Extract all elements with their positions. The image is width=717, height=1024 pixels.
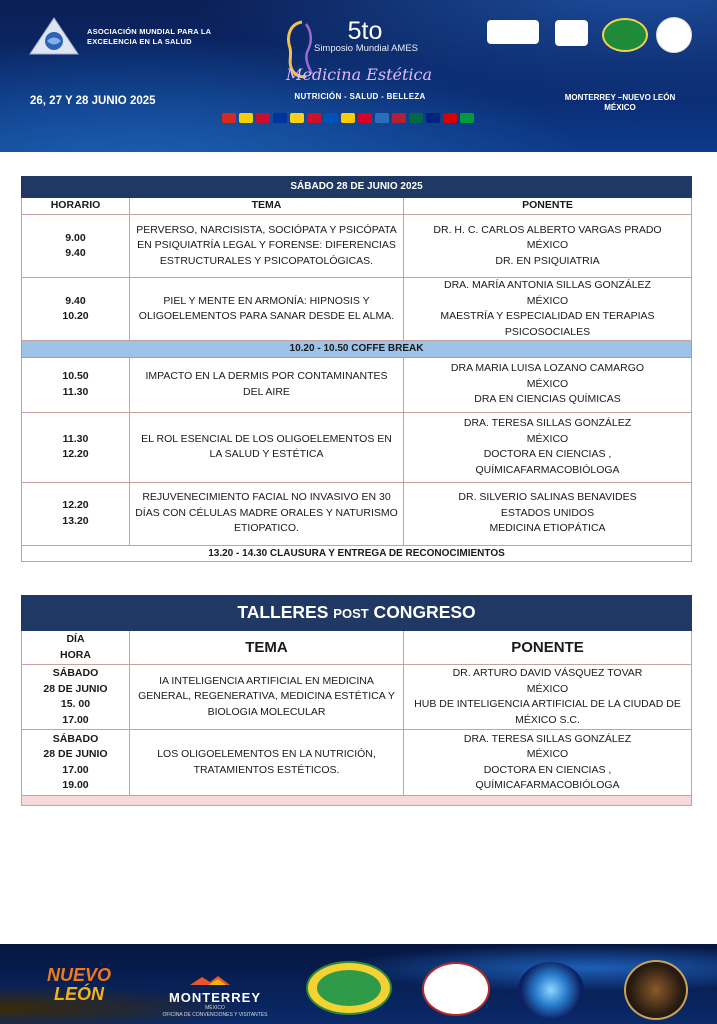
session-speaker: DR. SILVERIO SALINAS BENAVIDES ESTADOS UNIDOS MEDICINA ETIOPÁTICA xyxy=(404,482,692,545)
country-flag-icon xyxy=(460,113,474,123)
event-header-banner xyxy=(0,0,717,152)
sponsor-logo-monterrey xyxy=(487,20,539,44)
col-header-topic: TEMA xyxy=(130,631,404,665)
mountain-peaks-icon xyxy=(160,976,270,985)
country-flag-icon xyxy=(239,113,253,123)
logo-nuevo-leon: NUEVO LEÓN xyxy=(46,965,111,1004)
workshop-topic: IA INTELIGENCIA ARTIFICIAL EN MEDICINA GENERAL, REGENERATIVA, MEDICINA ESTÉTICA Y BIOLOGIA MOLECULAR xyxy=(130,665,404,730)
country-flag-icon xyxy=(324,113,338,123)
session-speaker: DR. H. C. CARLOS ALBERTO VARGAS PRADO MÉXICO DR. EN PSIQUIATRIA xyxy=(404,215,692,278)
country-flag-icon xyxy=(375,113,389,123)
program-table xyxy=(21,176,692,562)
table-row xyxy=(22,215,692,278)
table-row xyxy=(22,412,692,482)
col-header-speaker: PONENTE xyxy=(404,198,692,215)
logo-chapter-seal xyxy=(306,961,392,1015)
table-row xyxy=(22,730,692,796)
event-dates: 26, 27 Y 28 JUNIO 2025 xyxy=(30,95,156,107)
col-header-speaker: PONENTE xyxy=(404,631,692,665)
logo-monterrey: MONTERREY MÉXICO OFICINA DE CONVENCIONES Y VISITANTES xyxy=(160,972,270,1006)
workshop-topic: LOS OLIGOELEMENTOS EN LA NUTRICIÓN, TRATAMIENTOS ESTÉTICOS. xyxy=(130,730,404,796)
logo-ai-globe xyxy=(518,962,584,1018)
country-flag-icon xyxy=(222,113,236,123)
workshop-speaker: DR. ARTURO DAVID VÁSQUEZ TOVAR MÉXICO HUB DE INTELIGENCIA ARTIFICIAL DE LA CIUDAD DE MÉXICO S.C. xyxy=(404,665,692,730)
country-flag-icon xyxy=(273,113,287,123)
table-row xyxy=(22,482,692,545)
program-day-title: SÁBADO 28 DE JUNIO 2025 xyxy=(22,177,692,198)
sponsor-logo-medical-emblem xyxy=(656,17,692,53)
sponsor-logo-nuevo-leon xyxy=(555,20,588,46)
session-time: 9.00 9.40 xyxy=(22,215,130,278)
session-topic: REJUVENECIMIENTO FACIAL NO INVASIVO EN 30 DÍAS CON CÉLULAS MADRE ORALES Y NATURISMO ETIOPATICO. xyxy=(130,482,404,545)
col-header-topic: TEMA xyxy=(130,198,404,215)
session-speaker: DRA MARIA LUISA LOZANO CAMARGO MÉXICO DRA EN CIENCIAS QUÍMICAS xyxy=(404,357,692,412)
sponsors-footer xyxy=(0,944,717,1024)
col-header-time: HORARIO xyxy=(22,198,130,215)
event-tagline: NUTRICIÓN - SALUD - BELLEZA xyxy=(294,92,426,101)
country-flags xyxy=(222,113,502,129)
workshop-speaker: DRA. TERESA SILLAS GONZÁLEZ MÉXICO DOCTORA EN CIENCIAS , QUÍMICAFARMACOBIÓLOGA xyxy=(404,730,692,796)
event-location: MONTERREY –NUEVO LEÓN MÉXICO xyxy=(564,93,676,112)
country-flag-icon xyxy=(392,113,406,123)
session-topic: IMPACTO EN LA DERMIS POR CONTAMINANTES DEL AIRE xyxy=(130,357,404,412)
workshop-datetime: SÁBADO 28 DE JUNIO 15. 00 17.00 xyxy=(22,665,130,730)
session-speaker: DRA. TERESA SILLAS GONZÁLEZ MÉXICO DOCTORA EN CIENCIAS , QUÍMICAFARMACOBIÓLOGA xyxy=(404,412,692,482)
association-logo-icon xyxy=(28,16,80,56)
association-name: ASOCIACIÓN MUNDIAL PARA LA EXCELENCIA EN LA SALUD xyxy=(87,27,211,46)
event-script-title: Medicina Estética xyxy=(285,65,433,84)
edition-number: 5to xyxy=(347,17,383,45)
workshop-datetime: SÁBADO 28 DE JUNIO 17.00 19.00 xyxy=(22,730,130,796)
symposium-name: Simposio Mundial AMES xyxy=(313,43,419,54)
country-flag-icon xyxy=(409,113,423,123)
session-speaker: DRA. MARÍA ANTONIA SILLAS GONZÁLEZ MÉXICO MAESTRÍA Y ESPECIALIDAD EN TERAPIAS PSICOSOCIALES xyxy=(404,278,692,341)
session-topic: EL ROL ESENCIAL DE LOS OLIGOELEMENTOS EN LA SALUD Y ESTÉTICA xyxy=(130,412,404,482)
table-row xyxy=(22,278,692,341)
session-time: 12.20 13.20 xyxy=(22,482,130,545)
sponsor-logo-chapter-seal xyxy=(602,18,648,52)
session-time: 10.50 11.30 xyxy=(22,357,130,412)
table-row xyxy=(22,665,692,730)
closing-row: 13.20 - 14.30 CLAUSURA Y ENTREGA DE RECONOCIMIENTOS xyxy=(22,545,692,562)
country-flag-icon xyxy=(307,113,321,123)
logo-eagle-emblem xyxy=(624,960,688,1020)
session-time: 9.40 10.20 xyxy=(22,278,130,341)
session-time: 11.30 12.20 xyxy=(22,412,130,482)
session-topic: PERVERSO, NARCISISTA, SOCIÓPATA Y PSICÓPATA EN PSIQUIATRÍA LEGAL Y FORENSE: DIFERENCIAS ESTRUCTURALES Y PSICOPATOLÓGICAS. xyxy=(130,215,404,278)
country-flag-icon xyxy=(256,113,270,123)
table-footer-band xyxy=(22,796,692,806)
country-flag-icon xyxy=(341,113,355,123)
logo-medical-circle xyxy=(422,962,490,1016)
country-flag-icon xyxy=(290,113,304,123)
session-topic: PIEL Y MENTE EN ARMONÍA: HIPNOSIS Y OLIGOELEMENTOS PARA SANAR DESDE EL ALMA. xyxy=(130,278,404,341)
country-flag-icon xyxy=(426,113,440,123)
table-row xyxy=(22,357,692,412)
coffee-break-row: 10.20 - 10.50 COFFE BREAK xyxy=(22,341,692,358)
country-flag-icon xyxy=(358,113,372,123)
workshops-table xyxy=(21,595,692,806)
workshops-title: TALLERES POST CONGRESO xyxy=(22,596,692,631)
country-flag-icon xyxy=(443,113,457,123)
col-header-day-hour: DÍA HORA xyxy=(22,631,130,665)
